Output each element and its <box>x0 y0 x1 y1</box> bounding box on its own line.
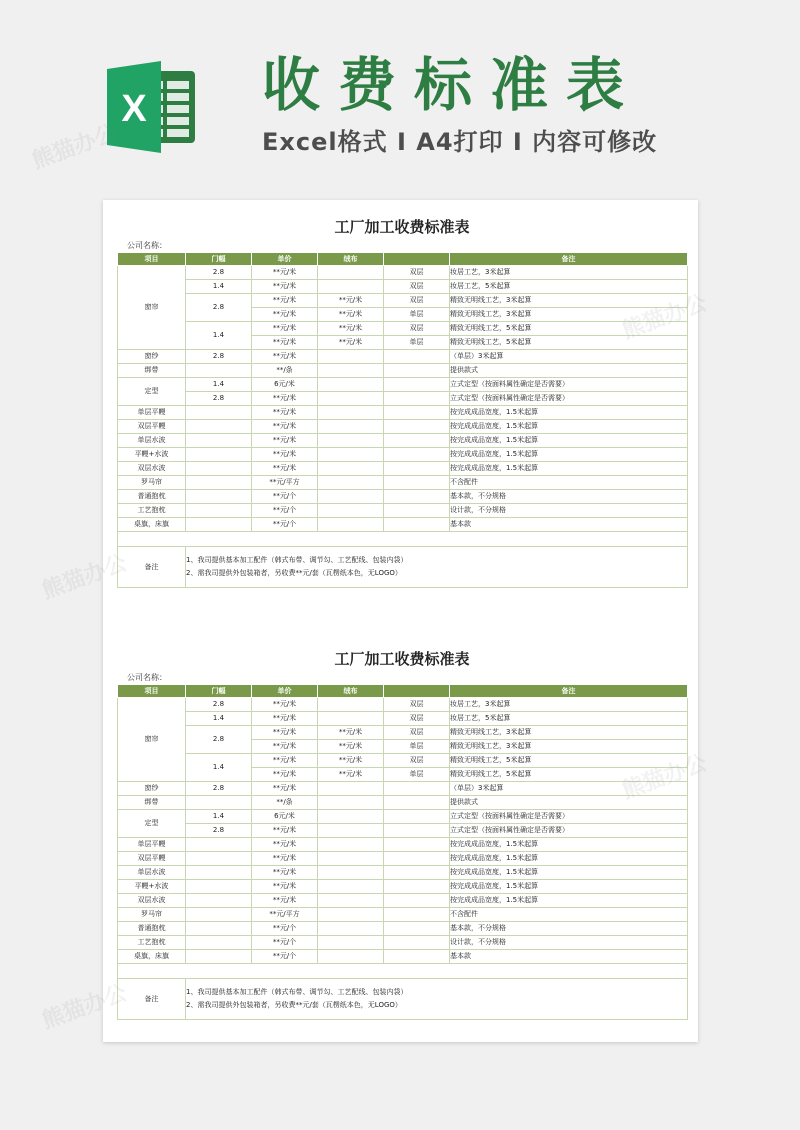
table-row <box>118 880 688 894</box>
cell-layer: 双层 <box>384 754 450 768</box>
cell-felt <box>318 894 384 908</box>
cell-item: 绑带 <box>118 364 186 378</box>
table-row-blank <box>118 532 688 547</box>
cell-felt: **元/米 <box>318 322 384 336</box>
cell-felt <box>318 392 384 406</box>
table-row <box>118 448 688 462</box>
cell-price: **元/米 <box>252 266 318 280</box>
cell-note: 设计款，不分规格 <box>450 936 688 950</box>
cell-item: 双层平幔 <box>118 852 186 866</box>
cell-layer <box>384 518 450 532</box>
cell-price: **元/米 <box>252 280 318 294</box>
cell-felt <box>318 866 384 880</box>
cell-felt <box>318 712 384 726</box>
watermark: 熊猫办公 <box>39 550 131 605</box>
cell-layer <box>384 420 450 434</box>
cell-felt <box>318 490 384 504</box>
cell-felt <box>318 378 384 392</box>
cell-felt: **元/米 <box>318 726 384 740</box>
remark-label: 备注 <box>118 979 186 1020</box>
cell-felt <box>318 880 384 894</box>
cell-layer <box>384 476 450 490</box>
table-row <box>118 406 688 420</box>
cell-width <box>186 448 252 462</box>
cell-width <box>186 922 252 936</box>
cell-layer <box>384 880 450 894</box>
col-header-item: 项目 <box>118 253 186 266</box>
cell-note: 妆居工艺，5米起算 <box>450 712 688 726</box>
cell-note: 按完成成品宽度，1.5米起算 <box>450 462 688 476</box>
cell-felt <box>318 838 384 852</box>
cell-note: 不含配件 <box>450 476 688 490</box>
cell-layer <box>384 782 450 796</box>
cell-item: 窗帘 <box>118 266 186 350</box>
cell-layer <box>384 462 450 476</box>
cell-note: 按完成成品宽度，1.5米起算 <box>450 894 688 908</box>
table-row <box>118 490 688 504</box>
cell-width: 1.4 <box>186 322 252 350</box>
cell-layer <box>384 894 450 908</box>
cell-price: **元/米 <box>252 754 318 768</box>
cell-note: 精致无明线工艺，5米起算 <box>450 322 688 336</box>
cell-price: **元/米 <box>252 406 318 420</box>
cell-item: 窗帘 <box>118 698 186 782</box>
table-row <box>118 698 688 712</box>
watermark: 熊猫办公 <box>29 120 121 175</box>
cell-item: 定型 <box>118 810 186 838</box>
cell-price: **元/米 <box>252 740 318 754</box>
cell-note: 按完成成品宽度，1.5米起算 <box>450 434 688 448</box>
cell-width: 2.8 <box>186 266 252 280</box>
cell-price: **元/米 <box>252 852 318 866</box>
table-row <box>118 936 688 950</box>
cell-width <box>186 950 252 964</box>
table-row-blank <box>118 964 688 979</box>
cell-price: **元/米 <box>252 308 318 322</box>
cell-width: 2.8 <box>186 824 252 838</box>
cell-note: 立式定型（按面料属性确定是否需要） <box>450 392 688 406</box>
col-header-note: 备注 <box>450 253 688 266</box>
cell-felt <box>318 950 384 964</box>
cell-price: **元/米 <box>252 434 318 448</box>
cell-note: 基本款 <box>450 518 688 532</box>
cell-price: **元/平方 <box>252 476 318 490</box>
cell-layer <box>384 490 450 504</box>
cell-note: 提供款式 <box>450 796 688 810</box>
cell-felt <box>318 448 384 462</box>
cell-note: 不含配件 <box>450 908 688 922</box>
cell-layer <box>384 434 450 448</box>
col-header-width: 门幅 <box>186 253 252 266</box>
cell-note: 按完成成品宽度，1.5米起算 <box>450 420 688 434</box>
table-row <box>118 950 688 964</box>
col-header-price: 单价 <box>252 685 318 698</box>
cell-layer: 双层 <box>384 294 450 308</box>
blank-cell <box>118 532 688 547</box>
cell-layer <box>384 378 450 392</box>
col-header-width: 门幅 <box>186 685 252 698</box>
cell-felt: **元/米 <box>318 754 384 768</box>
cell-note: （单层）3米起算 <box>450 350 688 364</box>
cell-item: 罗马帘 <box>118 476 186 490</box>
cell-note: 妆居工艺，3米起算 <box>450 698 688 712</box>
cell-layer <box>384 852 450 866</box>
cell-width: 1.4 <box>186 712 252 726</box>
cell-layer: 双层 <box>384 698 450 712</box>
table-row <box>118 852 688 866</box>
table-row <box>118 378 688 392</box>
cell-width: 1.4 <box>186 754 252 782</box>
cell-note: 精致无明线工艺，3米起算 <box>450 740 688 754</box>
col-header-layer <box>384 253 450 266</box>
cell-note: 精致无明线工艺，5米起算 <box>450 336 688 350</box>
cell-item: 双层平幔 <box>118 420 186 434</box>
cell-price: **元/米 <box>252 712 318 726</box>
cell-price: **元/米 <box>252 336 318 350</box>
cell-felt <box>318 908 384 922</box>
cell-item: 平幔+水波 <box>118 880 186 894</box>
main-title: 收费标准表 <box>262 51 643 119</box>
remark-label: 备注 <box>118 547 186 588</box>
cell-item: 单层水波 <box>118 866 186 880</box>
cell-width <box>186 476 252 490</box>
cell-width <box>186 908 252 922</box>
cell-felt <box>318 434 384 448</box>
cell-note: 精致无明线工艺，3米起算 <box>450 726 688 740</box>
cell-note: 按完成成品宽度，1.5米起算 <box>450 448 688 462</box>
cell-felt <box>318 504 384 518</box>
table-row <box>118 754 688 768</box>
cell-note: 精致无明线工艺，3米起算 <box>450 308 688 322</box>
cell-price: **元/米 <box>252 838 318 852</box>
cell-price: **元/米 <box>252 894 318 908</box>
cell-width: 2.8 <box>186 698 252 712</box>
table-header-row <box>118 253 688 266</box>
cell-layer <box>384 824 450 838</box>
cell-layer: 单层 <box>384 336 450 350</box>
cell-item: 工艺抱枕 <box>118 504 186 518</box>
cell-note: 设计款，不分规格 <box>450 504 688 518</box>
cell-price: **元/米 <box>252 392 318 406</box>
cell-felt: **元/米 <box>318 768 384 782</box>
cell-layer <box>384 866 450 880</box>
remark-row <box>118 547 688 588</box>
cell-price: **/条 <box>252 364 318 378</box>
cell-width: 2.8 <box>186 392 252 406</box>
cell-price: **元/米 <box>252 782 318 796</box>
cell-layer <box>384 504 450 518</box>
cell-item: 双层水波 <box>118 462 186 476</box>
cell-price: **元/个 <box>252 518 318 532</box>
cell-width: 2.8 <box>186 782 252 796</box>
cell-price: **元/米 <box>252 350 318 364</box>
cell-price: **元/米 <box>252 322 318 336</box>
remark-line: 2、需我司提供外包装箱者，另收费**元/套（瓦楞纸本色，无LOGO） <box>186 1001 402 1009</box>
cell-price: **元/米 <box>252 866 318 880</box>
cell-width: 1.4 <box>186 810 252 824</box>
cell-note: 基本款 <box>450 950 688 964</box>
cell-felt <box>318 810 384 824</box>
cell-price: **元/米 <box>252 824 318 838</box>
cell-note: （单层）3米起算 <box>450 782 688 796</box>
excel-logo-icon <box>103 57 203 157</box>
table-row <box>118 810 688 824</box>
cell-width: 1.4 <box>186 280 252 294</box>
sheet-title: 工厂加工收费标准表 <box>334 218 470 236</box>
cell-layer: 单层 <box>384 308 450 322</box>
cell-layer: 双层 <box>384 280 450 294</box>
sub-title: Excel格式 I A4打印 I 内容可修改 <box>262 128 658 156</box>
cell-layer <box>384 950 450 964</box>
cell-item: 单层平幔 <box>118 838 186 852</box>
cell-layer <box>384 908 450 922</box>
cell-felt: **元/米 <box>318 308 384 322</box>
table-row <box>118 364 688 378</box>
cell-width <box>186 490 252 504</box>
cell-item: 窗纱 <box>118 782 186 796</box>
remark-line: 1、我司提供基本加工配件（韩式布带、调节勾、工艺配线、包装内袋） <box>186 556 408 564</box>
cell-felt <box>318 406 384 420</box>
cell-note: 按完成成品宽度，1.5米起算 <box>450 852 688 866</box>
cell-layer <box>384 796 450 810</box>
table-row <box>118 838 688 852</box>
cell-item: 桌旗，床旗 <box>118 950 186 964</box>
table-row <box>118 504 688 518</box>
cell-layer: 单层 <box>384 768 450 782</box>
table-row <box>118 420 688 434</box>
cell-item: 定型 <box>118 378 186 406</box>
table-row <box>118 476 688 490</box>
company-name-label: 公司名称： <box>127 241 167 250</box>
table-row <box>118 824 688 838</box>
cell-note: 妆居工艺，3米起算 <box>450 266 688 280</box>
cell-felt <box>318 922 384 936</box>
cell-note: 基本款，不分规格 <box>450 490 688 504</box>
a4-sheet-preview <box>103 200 698 1042</box>
cell-layer <box>384 392 450 406</box>
cell-width <box>186 434 252 448</box>
cell-layer <box>384 838 450 852</box>
remark-line: 1、我司提供基本加工配件（韩式布带、调节勾、工艺配线、包装内袋） <box>186 988 408 996</box>
cell-layer: 双层 <box>384 726 450 740</box>
col-header-item: 项目 <box>118 685 186 698</box>
cell-note: 立式定型（按面料属性确定是否需要） <box>450 810 688 824</box>
cell-width <box>186 462 252 476</box>
cell-felt <box>318 824 384 838</box>
cell-price: **元/米 <box>252 420 318 434</box>
table-header-row <box>118 685 688 698</box>
cell-price: **元/个 <box>252 504 318 518</box>
cell-note: 精致无明线工艺，3米起算 <box>450 294 688 308</box>
cell-felt <box>318 280 384 294</box>
cell-felt <box>318 462 384 476</box>
cell-item: 平幔+水波 <box>118 448 186 462</box>
cell-felt <box>318 266 384 280</box>
cell-width <box>186 364 252 378</box>
cell-item: 单层平幔 <box>118 406 186 420</box>
cell-note: 按完成成品宽度，1.5米起算 <box>450 880 688 894</box>
table-row <box>118 866 688 880</box>
cell-width <box>186 894 252 908</box>
cell-width: 2.8 <box>186 350 252 364</box>
cell-price: **元/平方 <box>252 908 318 922</box>
cell-width <box>186 866 252 880</box>
col-header-layer <box>384 685 450 698</box>
table-row <box>118 922 688 936</box>
table-row <box>118 908 688 922</box>
cell-width <box>186 796 252 810</box>
cell-price: **/条 <box>252 796 318 810</box>
cell-price: **元/米 <box>252 880 318 894</box>
table-block-2 <box>117 646 687 1020</box>
remark-line: 2、需我司提供外包装箱者，另收费**元/套（瓦楞纸本色，无LOGO） <box>186 569 402 577</box>
sheet-title: 工厂加工收费标准表 <box>334 650 470 668</box>
table-row <box>118 280 688 294</box>
cell-layer <box>384 350 450 364</box>
cell-note: 按完成成品宽度，1.5米起算 <box>450 406 688 420</box>
cell-width <box>186 936 252 950</box>
cell-layer <box>384 448 450 462</box>
cell-item: 绑带 <box>118 796 186 810</box>
cell-felt <box>318 476 384 490</box>
table-row <box>118 796 688 810</box>
table-block-1 <box>117 214 687 588</box>
cell-note: 精致无明线工艺，5米起算 <box>450 754 688 768</box>
cell-price: **元/个 <box>252 490 318 504</box>
cell-felt <box>318 350 384 364</box>
cell-felt <box>318 698 384 712</box>
cell-felt: **元/米 <box>318 294 384 308</box>
cell-layer <box>384 406 450 420</box>
cell-item: 桌旗，床旗 <box>118 518 186 532</box>
cell-width <box>186 420 252 434</box>
fee-table <box>117 252 688 588</box>
cell-width <box>186 880 252 894</box>
cell-note: 提供款式 <box>450 364 688 378</box>
remark-text <box>186 979 688 1020</box>
table-row <box>118 726 688 740</box>
cell-width: 2.8 <box>186 294 252 322</box>
table-row <box>118 392 688 406</box>
cell-layer: 单层 <box>384 740 450 754</box>
cell-note: 妆居工艺，5米起算 <box>450 280 688 294</box>
table-row <box>118 894 688 908</box>
cell-felt <box>318 782 384 796</box>
cell-layer: 双层 <box>384 322 450 336</box>
cell-width <box>186 406 252 420</box>
cell-item: 普通抱枕 <box>118 922 186 936</box>
table-row <box>118 782 688 796</box>
cell-note: 立式定型（按面料属性确定是否需要） <box>450 378 688 392</box>
col-header-felt: 绒布 <box>318 253 384 266</box>
excel-logo-letter: X <box>121 88 147 130</box>
cell-felt: **元/米 <box>318 740 384 754</box>
cell-width <box>186 852 252 866</box>
company-name-label: 公司名称： <box>127 673 167 682</box>
cell-width <box>186 838 252 852</box>
cell-layer <box>384 810 450 824</box>
col-header-note: 备注 <box>450 685 688 698</box>
cell-layer: 双层 <box>384 266 450 280</box>
cell-layer <box>384 922 450 936</box>
cell-felt: **元/米 <box>318 336 384 350</box>
watermark: 熊猫办公 <box>39 980 131 1035</box>
cell-note: 立式定型（按面料属性确定是否需要） <box>450 824 688 838</box>
cell-item: 工艺抱枕 <box>118 936 186 950</box>
cell-price: 6元/米 <box>252 378 318 392</box>
table-row <box>118 434 688 448</box>
cell-note: 按完成成品宽度，1.5米起算 <box>450 838 688 852</box>
cell-felt <box>318 852 384 866</box>
cell-width <box>186 504 252 518</box>
cell-item: 窗纱 <box>118 350 186 364</box>
col-header-felt: 绒布 <box>318 685 384 698</box>
remark-row <box>118 979 688 1020</box>
table-row <box>118 518 688 532</box>
fee-table <box>117 684 688 1020</box>
cell-width <box>186 518 252 532</box>
cell-width: 2.8 <box>186 726 252 754</box>
cell-price: **元/个 <box>252 950 318 964</box>
cell-felt <box>318 796 384 810</box>
cell-note: 精致无明线工艺，5米起算 <box>450 768 688 782</box>
cell-layer: 双层 <box>384 712 450 726</box>
promo-header <box>0 0 800 190</box>
cell-item: 罗马帘 <box>118 908 186 922</box>
table-row <box>118 462 688 476</box>
cell-item: 双层水波 <box>118 894 186 908</box>
cell-price: **元/个 <box>252 936 318 950</box>
cell-felt <box>318 420 384 434</box>
cell-width: 1.4 <box>186 378 252 392</box>
cell-price: **元/米 <box>252 726 318 740</box>
cell-price: **元/米 <box>252 698 318 712</box>
cell-layer <box>384 936 450 950</box>
cell-item: 单层水波 <box>118 434 186 448</box>
cell-item: 普通抱枕 <box>118 490 186 504</box>
cell-felt <box>318 518 384 532</box>
remark-text <box>186 547 688 588</box>
cell-note: 按完成成品宽度，1.5米起算 <box>450 866 688 880</box>
blank-cell <box>118 964 688 979</box>
cell-price: **元/米 <box>252 294 318 308</box>
col-header-price: 单价 <box>252 253 318 266</box>
cell-price: 6元/米 <box>252 810 318 824</box>
cell-price: **元/个 <box>252 922 318 936</box>
table-row <box>118 266 688 280</box>
cell-note: 基本款，不分规格 <box>450 922 688 936</box>
table-row <box>118 322 688 336</box>
cell-layer <box>384 364 450 378</box>
cell-price: **元/米 <box>252 768 318 782</box>
cell-price: **元/米 <box>252 448 318 462</box>
cell-felt <box>318 936 384 950</box>
table-row <box>118 712 688 726</box>
cell-price: **元/米 <box>252 462 318 476</box>
cell-felt <box>318 364 384 378</box>
table-row <box>118 294 688 308</box>
table-row <box>118 350 688 364</box>
